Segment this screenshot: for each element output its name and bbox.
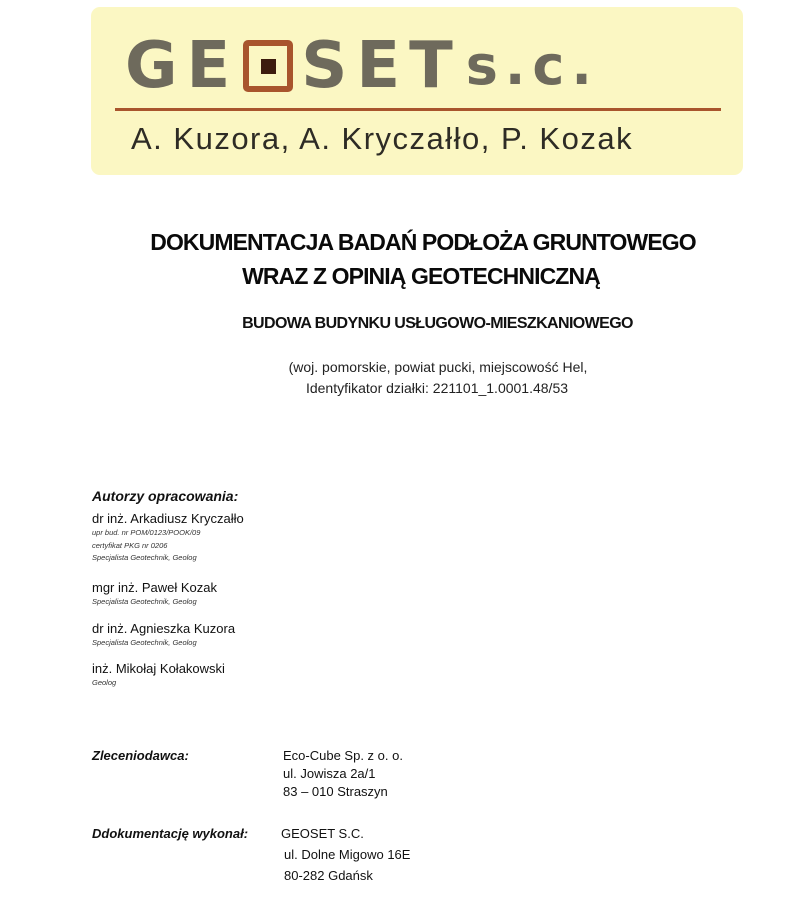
author-note: Specjalista Geotechnik, Geolog	[92, 638, 197, 647]
author-note: certyfikat PKG nr 0206	[92, 540, 168, 550]
author-note: Specjalista Geotechnik, Geolog	[92, 597, 197, 606]
contractor-address	[281, 825, 410, 885]
logo-square-icon	[243, 40, 293, 92]
author-entry	[92, 580, 217, 609]
header-banner	[91, 7, 743, 175]
banner-divider	[115, 108, 721, 111]
author-name: mgr inż. Paweł Kozak	[92, 580, 217, 595]
author-name: inż. Mikołaj Kołakowski	[92, 661, 225, 676]
author-note: upr bud. nr POM/0123/POOK/09	[92, 528, 201, 537]
author-entry	[92, 661, 225, 690]
location-line-2: Identyfikator działki: 221101_1.0001.48/53	[305, 380, 569, 396]
client-postal-city: 83 – 010 Straszyn	[283, 784, 388, 799]
location-line-1: (woj. pomorskie, powiat pucki, miejscowość Hel,	[288, 359, 588, 375]
client-label: Zleceniodawca:	[92, 748, 189, 763]
contractor-name: GEOSET S.C.	[281, 826, 364, 841]
banner-partner-names: A. Kuzora, A. Kryczałło, P. Kozak	[131, 121, 634, 156]
author-name: dr inż. Agnieszka Kuzora	[92, 621, 236, 636]
document-title-line-2: WRAZ Z OPINIĄ GEOTECHNICZNĄ	[242, 263, 600, 289]
client-street: ul. Jowisza 2a/1	[283, 766, 376, 781]
author-note: Specjalista Geotechnik, Geolog	[92, 553, 197, 562]
author-entry	[92, 621, 235, 650]
document-subtitle: BUDOWA BUDYNKU USŁUGOWO-MIESZKANIOWEGO	[242, 315, 633, 332]
contractor-street: ul. Dolne Migowo 16E	[284, 847, 411, 862]
logo-text-set: SET	[301, 29, 462, 103]
logo-text-ge: GE	[125, 29, 240, 103]
author-name: dr inż. Arkadiusz Kryczałło	[92, 511, 244, 526]
client-name: Eco-Cube Sp. z o. o.	[283, 748, 403, 763]
document-title-line-1: DOKUMENTACJA BADAŃ PODŁOŻA GRUNTOWEGO	[150, 229, 696, 255]
contractor-postal-city: 80-282 Gdańsk	[284, 868, 373, 883]
contractor-label: Ddokumentację wykonał:	[92, 826, 249, 841]
logo-text-sc: s.c.	[465, 34, 599, 97]
authors-heading: Autorzy opracowania:	[92, 488, 239, 504]
company-logo	[125, 31, 599, 101]
author-entry	[92, 511, 244, 565]
client-address	[283, 747, 403, 801]
author-note: Geolog	[92, 678, 117, 687]
